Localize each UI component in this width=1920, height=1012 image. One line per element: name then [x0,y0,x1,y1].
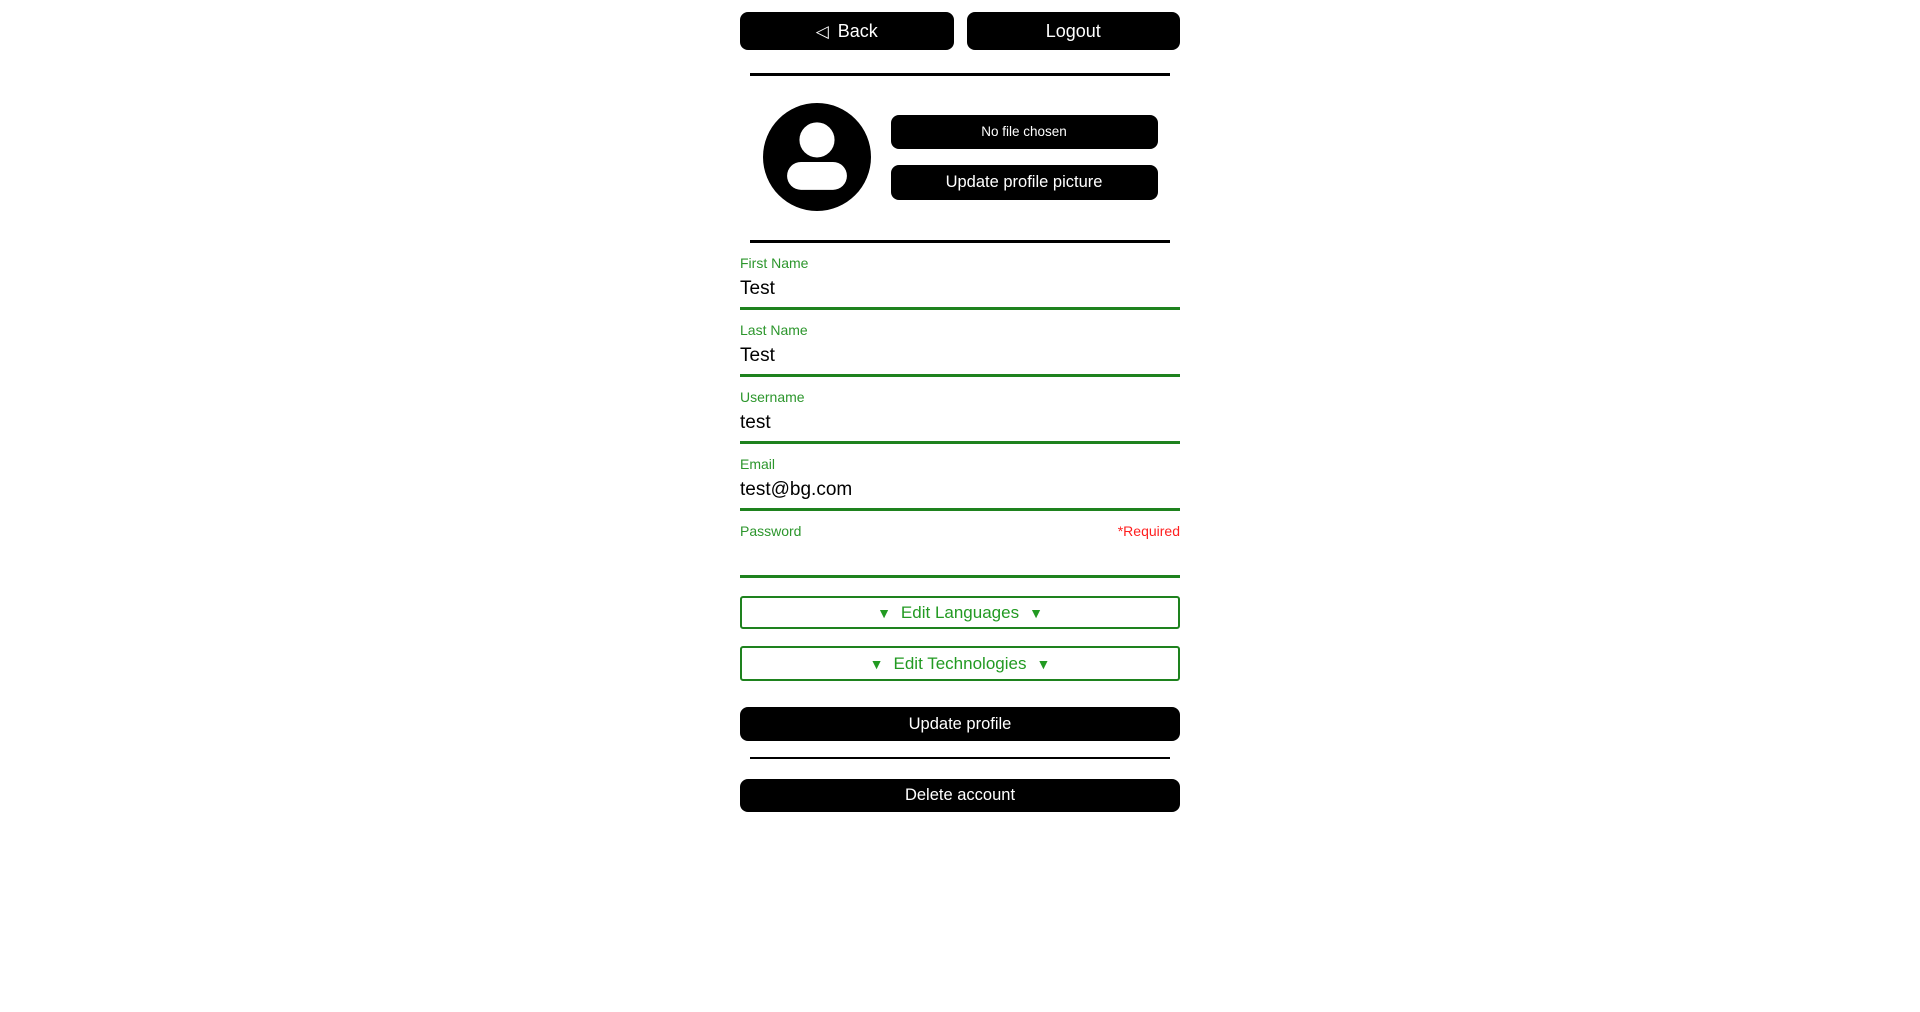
field-username [740,389,1180,444]
edit-languages-button[interactable] [740,596,1180,629]
edit-technologies-button[interactable] [740,646,1180,681]
password-label: Password [740,523,802,539]
dropdown-arrow-icon: ▼ [877,604,891,621]
email-label: Email [740,456,776,472]
username-label: Username [740,389,805,405]
update-picture-button[interactable] [891,165,1158,200]
edit-languages-label: Edit Languages [900,602,1020,622]
logout-button[interactable] [967,12,1181,50]
dropdown-arrow-icon: ▼ [869,655,884,672]
dropdown-arrow-icon: ▼ [1029,604,1043,621]
dropdown-arrow-icon: ▼ [1036,655,1051,672]
back-button-label: Back [837,20,878,41]
last-name-label: Last Name [740,322,808,338]
account-circle-icon [763,103,871,211]
profile-picture-section [740,103,1180,211]
username-input[interactable] [740,411,1180,435]
profile-page [740,0,1180,812]
password-input[interactable] [740,545,1180,569]
back-button[interactable] [740,12,954,50]
file-input-label: No file chosen [981,124,1067,139]
delete-account-label: Delete account [904,786,1016,804]
divider-form [750,240,1170,243]
last-name-input[interactable] [740,344,1180,368]
divider-top [750,73,1170,76]
field-password [740,523,1180,578]
first-name-input[interactable] [740,277,1180,301]
delete-account-button[interactable] [740,779,1180,812]
required-badge: *Required [1117,523,1180,539]
divider-bottom [750,757,1170,759]
back-arrow-icon: ◁ [815,21,829,41]
file-input-button[interactable] [891,115,1158,149]
field-first-name [740,255,1180,310]
update-profile-label: Update profile [908,714,1012,733]
update-profile-button[interactable] [740,707,1180,741]
picture-buttons [891,115,1158,200]
header-actions [740,12,1180,50]
field-email [740,456,1180,511]
logout-button-label: Logout [1045,20,1101,41]
email-input[interactable] [740,478,1180,502]
edit-technologies-label: Edit Technologies [893,653,1027,673]
field-last-name [740,322,1180,377]
update-picture-label: Update profile picture [945,172,1103,191]
first-name-label: First Name [740,255,809,271]
